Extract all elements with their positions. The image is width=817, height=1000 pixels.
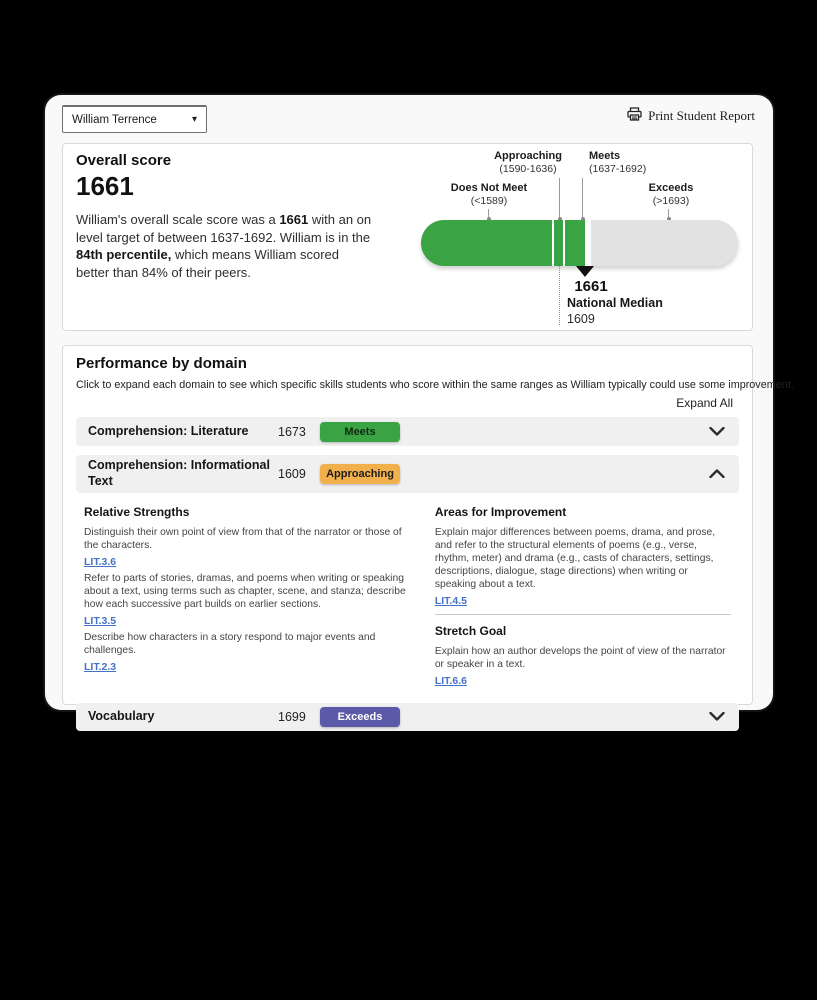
relative-strengths-title: Relative Strengths [84, 505, 190, 519]
strength-item: Distinguish their own point of view from that of the narrator or those of the characters. LIT.3.6 [84, 527, 402, 568]
chevron-down-icon[interactable] [709, 708, 725, 726]
national-median-label: National Median [567, 296, 663, 310]
domain-rows [76, 417, 739, 731]
band-label-does-not-meet: Does Not Meet (<1589) [450, 182, 528, 207]
score-marker-triangle-icon [576, 266, 594, 277]
status-badge-approaching: Approaching [320, 464, 400, 484]
scale-tick-1 [552, 220, 554, 266]
band-label-exceeds: Exceeds (>1693) [648, 182, 694, 207]
status-badge-exceeds: Exceeds [320, 707, 400, 727]
national-median-value: 1609 [567, 312, 595, 326]
domain-row-comprehension-informational-text[interactable] [76, 455, 739, 493]
connector-exceeds [668, 209, 669, 220]
scale-band-gap [585, 220, 591, 266]
score-scale-bar [421, 220, 738, 266]
print-student-report-button[interactable] [627, 107, 755, 125]
printer-icon [627, 107, 642, 125]
domain-score: 1699 [278, 710, 306, 724]
student-selector-value: William Terrence [72, 113, 157, 126]
student-report-card [45, 95, 794, 724]
overall-score-summary [76, 152, 386, 281]
expand-all-button[interactable]: Expand All [676, 396, 733, 410]
domain-name: Vocabulary [88, 709, 155, 724]
domain-name: Comprehension: Literature [88, 423, 249, 438]
overall-score-panel [62, 143, 753, 331]
standard-link[interactable]: LIT.6.6 [434, 675, 467, 687]
caret-down-icon: ▾ [191, 114, 197, 125]
chevron-up-icon[interactable] [709, 465, 725, 483]
connector-does-not-meet [488, 209, 489, 220]
strength-item: Describe how characters in a story respond to major events and challenges. LIT.2.3 [84, 632, 376, 673]
overall-score-title: Overall score [76, 152, 172, 169]
performance-title: Performance by domain [76, 355, 247, 372]
national-median-dotted-line [559, 266, 560, 325]
print-label: Print Student Report [648, 108, 755, 123]
domain-name: Comprehension: Informational Text [88, 458, 270, 488]
student-selector-dropdown[interactable] [62, 105, 207, 133]
domain-details-informational-text [76, 493, 739, 699]
domain-row-comprehension-literature[interactable] [76, 417, 739, 446]
domain-score: 1609 [278, 467, 306, 481]
improvement-column [435, 505, 731, 691]
domain-score: 1673 [278, 424, 306, 439]
standard-link[interactable]: LIT.4.5 [434, 595, 467, 607]
connector-meets [582, 178, 583, 220]
stretch-goal-block [435, 624, 731, 689]
score-scale-chart [421, 144, 738, 332]
score-marker-value: 1661 [574, 278, 608, 295]
overall-score-value: 1661 [76, 171, 134, 201]
chevron-down-icon[interactable] [709, 423, 725, 441]
stretch-goal-item: Explain how an author develops the point of view of the narrator or speaker in a text. LIT.6.6 [434, 646, 726, 687]
performance-subtitle: Click to expand each domain to see which specific skills students who score within the same ranges as William typically could use some improvement. [76, 379, 794, 391]
areas-for-improvement-title: Areas for Improvement [434, 505, 567, 519]
standard-link[interactable]: LIT.3.5 [84, 615, 117, 627]
improvement-item: Explain major differences between poems, drama, and prose, and refer to the structural elements of poems (e.g., verse, rhythm, meter) and drama (e.g., casts of characters, settings, descriptions, dialogue, stage directions) when writing or speaking about a text. LIT.4.5 [434, 527, 716, 607]
status-badge-meets: Meets [320, 422, 400, 442]
standard-link[interactable]: LIT.2.3 [84, 661, 117, 673]
details-divider [435, 614, 731, 615]
scale-green-segment [421, 220, 585, 266]
band-label-approaching: Approaching (1590-1636) [494, 150, 562, 175]
band-label-meets: Meets (1637-1692) [589, 150, 647, 175]
scale-tick-2 [563, 220, 565, 266]
connector-approaching [559, 178, 560, 220]
performance-panel [62, 345, 794, 724]
strength-item: Refer to parts of stories, dramas, and poems when writing or speaking about a text, using terms such as chapter, scene, and stanza; describe how each successive part builds on earlier sections. LIT.3.5 [84, 573, 406, 627]
relative-strengths-column [84, 505, 408, 691]
standard-link[interactable]: LIT.3.6 [84, 556, 117, 568]
stretch-goal-title: Stretch Goal [434, 624, 507, 638]
domain-row-vocabulary[interactable] [76, 703, 739, 731]
overall-score-description: William's overall scale score was a 1661 with an on level target of between 1637-1692. William is in the 84th percentile, which means William scored better than 84% of their peers. [76, 212, 372, 280]
